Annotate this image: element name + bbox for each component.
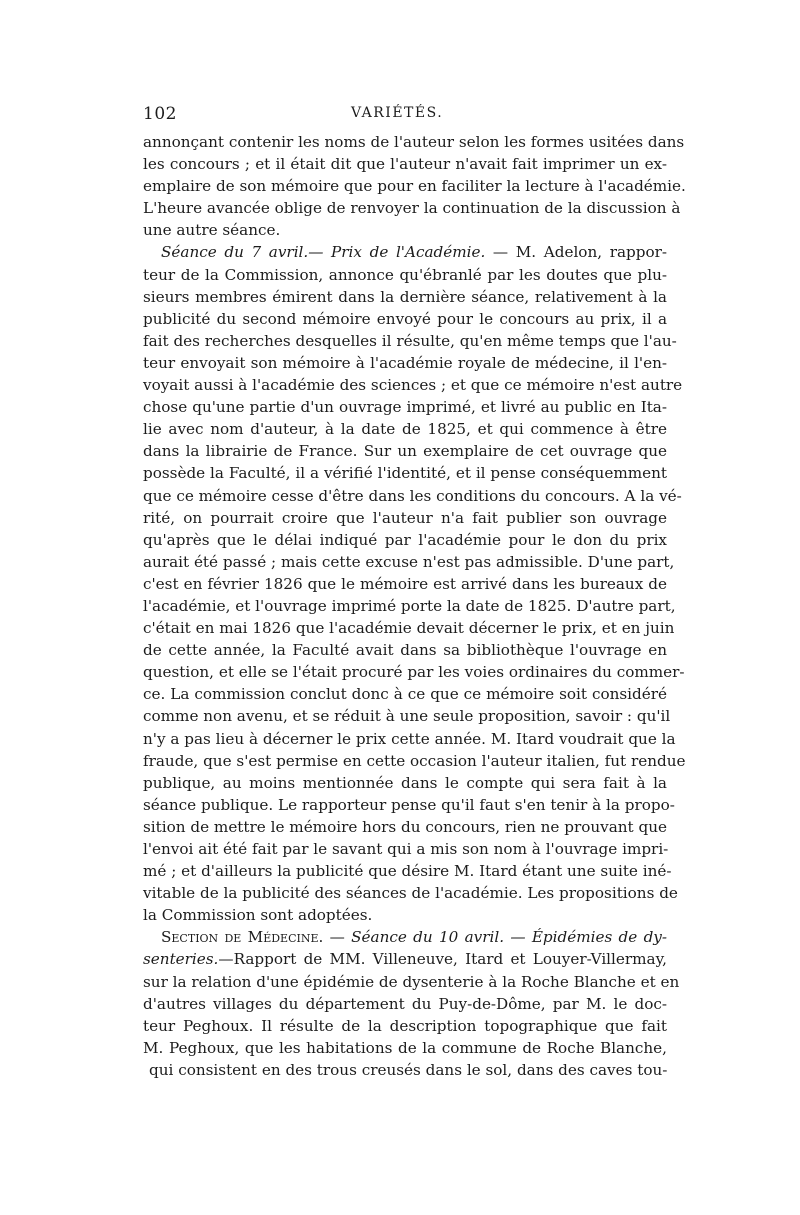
text-line: d'autres villages du département du Puy-de-Dôme, par M. le doc- bbox=[143, 994, 667, 1013]
topic-title-continuation: senteries. bbox=[143, 950, 219, 969]
text-line: mé ; et d'ailleurs la publicité que désire M. Itard étant une suite iné- bbox=[143, 862, 672, 881]
text-line: M. Peghoux, que les habitations de la commune de Roche Blanche, bbox=[143, 1038, 667, 1057]
page-header bbox=[143, 104, 667, 128]
text-line-continuation: — M. Adelon, rappor- bbox=[485, 243, 667, 262]
text-line: sieurs membres émirent dans la dernière séance, relativement à la bbox=[143, 287, 667, 306]
text-line: annonçant contenir les noms de l'auteur selon les formes usitées dans bbox=[143, 133, 685, 151]
text-line: sur la relation d'une épidémie de dysenterie à la Roche Blanche et en bbox=[143, 972, 680, 991]
text-line: possède la Faculté, il a vérifié l'identité, et il pense conséquemment bbox=[143, 464, 667, 483]
text-line: séance publique. Le rapporteur pense qu'il faut s'en tenir à la propo- bbox=[143, 795, 675, 814]
session-title: Séance du 7 avril.— Prix de l'Académie. bbox=[161, 243, 486, 262]
text-line: c'était en mai 1826 que l'académie devait décerner le prix, et en juin bbox=[143, 619, 675, 638]
text-line: lie avec nom d'auteur, à la date de 1825, et qui commence à être bbox=[143, 420, 667, 439]
text-line: question, et elle se l'était procuré par les voies ordinaires du commer- bbox=[143, 663, 685, 682]
text-line: fraude, que s'est permise en cette occasion l'auteur italien, fut rendue bbox=[143, 751, 686, 770]
text-line: ce. La commission conclut donc à ce que ce mémoire soit considéré bbox=[143, 685, 667, 704]
text-line bbox=[143, 948, 667, 970]
section-heading-line bbox=[143, 926, 667, 948]
text-line-continuation: —Rapport de MM. Villeneuve, Itard et Louyer-Villermay, bbox=[218, 950, 667, 969]
text-line: L'heure avancée oblige de renvoyer la continuation de la discussion à bbox=[143, 199, 681, 218]
text-line: dans la librairie de France. Sur un exemplaire de cet ouvrage que bbox=[143, 442, 667, 461]
text-line: teur de la Commission, annonce qu'ébranlé par les doutes que plu- bbox=[143, 265, 667, 284]
running-head: VARIÉTÉS. bbox=[351, 105, 444, 121]
text-line: les concours ; et il était dit que l'auteur n'avait fait imprimer un ex- bbox=[143, 155, 667, 174]
text-line: que ce mémoire cesse d'être dans les conditions du concours. A la vé- bbox=[143, 486, 682, 505]
section-dash: — bbox=[323, 928, 352, 947]
text-line: publicité du second mémoire envoyé pour le concours au prix, il a bbox=[143, 309, 667, 328]
text-line: c'est en février 1826 que le mémoire est arrivé dans les bureaux de bbox=[143, 574, 667, 593]
text-line: comme non avenu, et se réduit à une seule proposition, savoir : qu'il bbox=[143, 707, 671, 726]
page-number: 102 bbox=[143, 104, 177, 124]
text-line: n'y a pas lieu à décerner le prix cette année. M. Itard voudrait que la bbox=[143, 729, 676, 748]
text-line: fait des recherches desquelles il résulte, qu'en même temps que l'au- bbox=[143, 331, 677, 350]
session-heading-line bbox=[143, 241, 667, 263]
text-line: rité, on pourrait croire que l'auteur n'a fait publier son ouvrage bbox=[143, 508, 667, 527]
text-line: emplaire de son mémoire que pour en faciliter la lecture à l'académie. bbox=[143, 177, 686, 196]
text-line: chose qu'une partie d'un ouvrage imprimé, et livré au public en Ita- bbox=[143, 398, 667, 417]
text-line: vitable de la publicité des séances de l'académie. Les propositions de bbox=[143, 884, 678, 903]
text-line: aurait été passé ; mais cette excuse n'est pas admissible. D'une part, bbox=[143, 552, 675, 571]
text-line: qu'après que le délai indiqué par l'académie pour le don du prix bbox=[143, 530, 667, 549]
text-line: qui consistent en des trous creusés dans le sol, dans des caves tou- bbox=[149, 1060, 668, 1079]
text-line: une autre séance. bbox=[143, 221, 281, 240]
session-title: Séance du 10 avril. — Épidémies de dy- bbox=[351, 928, 668, 947]
section-title: Section de Médecine. bbox=[161, 928, 324, 947]
text-line: voyait aussi à l'académie des sciences ; et que ce mémoire n'est autre bbox=[143, 376, 683, 395]
body-text bbox=[143, 131, 686, 1081]
text-line: publique, au moins mentionnée dans le compte qui sera fait à la bbox=[143, 773, 667, 792]
text-line: de cette année, la Faculté avait dans sa bibliothèque l'ouvrage en bbox=[143, 641, 667, 660]
text-line: teur envoyait son mémoire à l'académie royale de médecine, il l'en- bbox=[143, 353, 667, 372]
text-line: sition de mettre le mémoire hors du concours, rien ne prouvant que bbox=[143, 817, 667, 836]
text-line: teur Peghoux. Il résulte de la description topographique que fait bbox=[143, 1016, 667, 1035]
text-line: l'envoi ait été fait par le savant qui a mis son nom à l'ouvrage impri- bbox=[143, 840, 669, 858]
text-line: l'académie, et l'ouvrage imprimé porte la date de 1825. D'autre part, bbox=[143, 596, 676, 615]
text-line: la Commission sont adoptées. bbox=[143, 906, 373, 925]
